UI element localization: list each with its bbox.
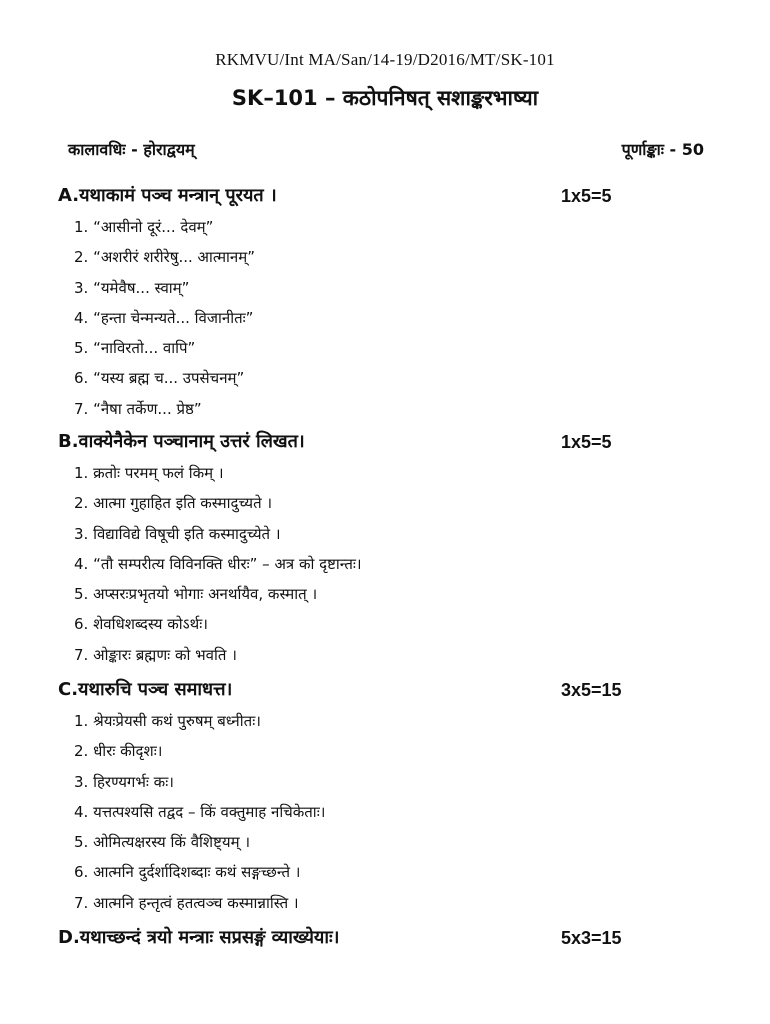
- paper-title: SK–101 – कठोपनिषत् सशाङ्करभाष्या: [231, 86, 539, 110]
- duration-label: कालावधिः - होराद्वयम्: [68, 140, 195, 159]
- question-item: 7. “नैषा तर्केण... प्रेष्ठ”: [74, 399, 202, 418]
- section-a-heading: A.यथाकामं पञ्च मन्त्रान् पूरयत ।: [58, 185, 277, 206]
- section-heading: [58, 674, 648, 706]
- question-item: 4. “हन्ता चेन्मन्यते... विजानीतः”: [74, 308, 254, 327]
- question-item: 4. “तौ सम्परीत्य विविनक्ति धीरः” – अत्र को दृष्टान्तः।: [74, 554, 362, 573]
- section-heading: [58, 180, 648, 212]
- section-a-marks: 1x5=5: [561, 186, 612, 206]
- question-item: 3. हिरण्यगर्भः कः।: [74, 772, 174, 791]
- section-b: [58, 426, 648, 670]
- question-item: 6. “यस्य ब्रह्म च... उपसेचनम्”: [74, 369, 245, 388]
- question-item: 6. शेवधिशब्दस्य कोऽर्थः।: [74, 615, 208, 634]
- question-item: 7. आत्मनि हन्तृत्वं हतत्वञ्च कस्मान्नास्ति ।: [74, 893, 299, 912]
- question-item: 4. यत्तत्पश्यसि तद्वद – किं वक्तुमाह नचिकेताः।: [74, 802, 326, 821]
- question-item: 1. क्रतोः परमम् फलं किम् ।: [74, 464, 224, 482]
- question-item: 5. अप्सरःप्रभृतयो भोगाः अनर्थायैव, कस्मात् ।: [74, 585, 318, 604]
- question-item: 6. आत्मनि दुर्दर्शादिशब्दाः कथं सङ्गच्छन्ते ।: [74, 863, 301, 882]
- section-b-heading: B.वाक्येनैकेन पञ्चानाम् उत्तरं लिखत।: [58, 431, 305, 452]
- full-marks-label: पूर्णाङ्काः - 50: [621, 140, 704, 159]
- question-item: 2. आत्मा गुहाहित इति कस्मादुच्यते ।: [74, 494, 273, 513]
- section-d-marks: 5x3=15: [561, 928, 622, 948]
- question-item: 7. ओङ्कारः ब्रह्मणः को भवति ।: [74, 645, 237, 664]
- section-c-heading: C.यथारुचि पञ्च समाधत्त।: [58, 679, 233, 700]
- section-a: [58, 180, 648, 424]
- section-b-marks: 1x5=5: [561, 432, 612, 452]
- course-code: RKMVU/Int MA/San/14-19/D2016/MT/SK-101: [215, 50, 555, 69]
- section-heading: [58, 922, 648, 954]
- question-item: 5. ओमित्यक्षरस्य किं वैशिष्ट्यम् ।: [74, 833, 251, 852]
- question-item: 1. श्रेयःप्रेयसी कथं पुरुषम् बध्नीतः।: [74, 712, 261, 730]
- section-heading: [58, 426, 648, 458]
- section-c: [58, 674, 648, 918]
- section-c-marks: 3x5=15: [561, 680, 622, 700]
- question-item: 2. “अशरीरं शरीरेषु... आत्मानम्”: [74, 248, 255, 267]
- question-item: 2. धीरः कीदृशः।: [74, 742, 163, 761]
- question-item: 5. “नाविरतो... वापि”: [74, 339, 196, 358]
- question-item: 1. “आसीनो दूरं... देवम्”: [74, 218, 214, 236]
- section-d-heading: D.यथाच्छन्दं त्रयो मन्त्राः सप्रसङ्गं व्याख्येयाः।: [58, 927, 340, 948]
- question-item: 3. विद्याविद्ये विषूची इति कस्मादुच्येते ।: [74, 524, 281, 543]
- question-item: 3. “यमेवैष... स्वाम्”: [74, 278, 190, 297]
- section-d: [58, 922, 648, 954]
